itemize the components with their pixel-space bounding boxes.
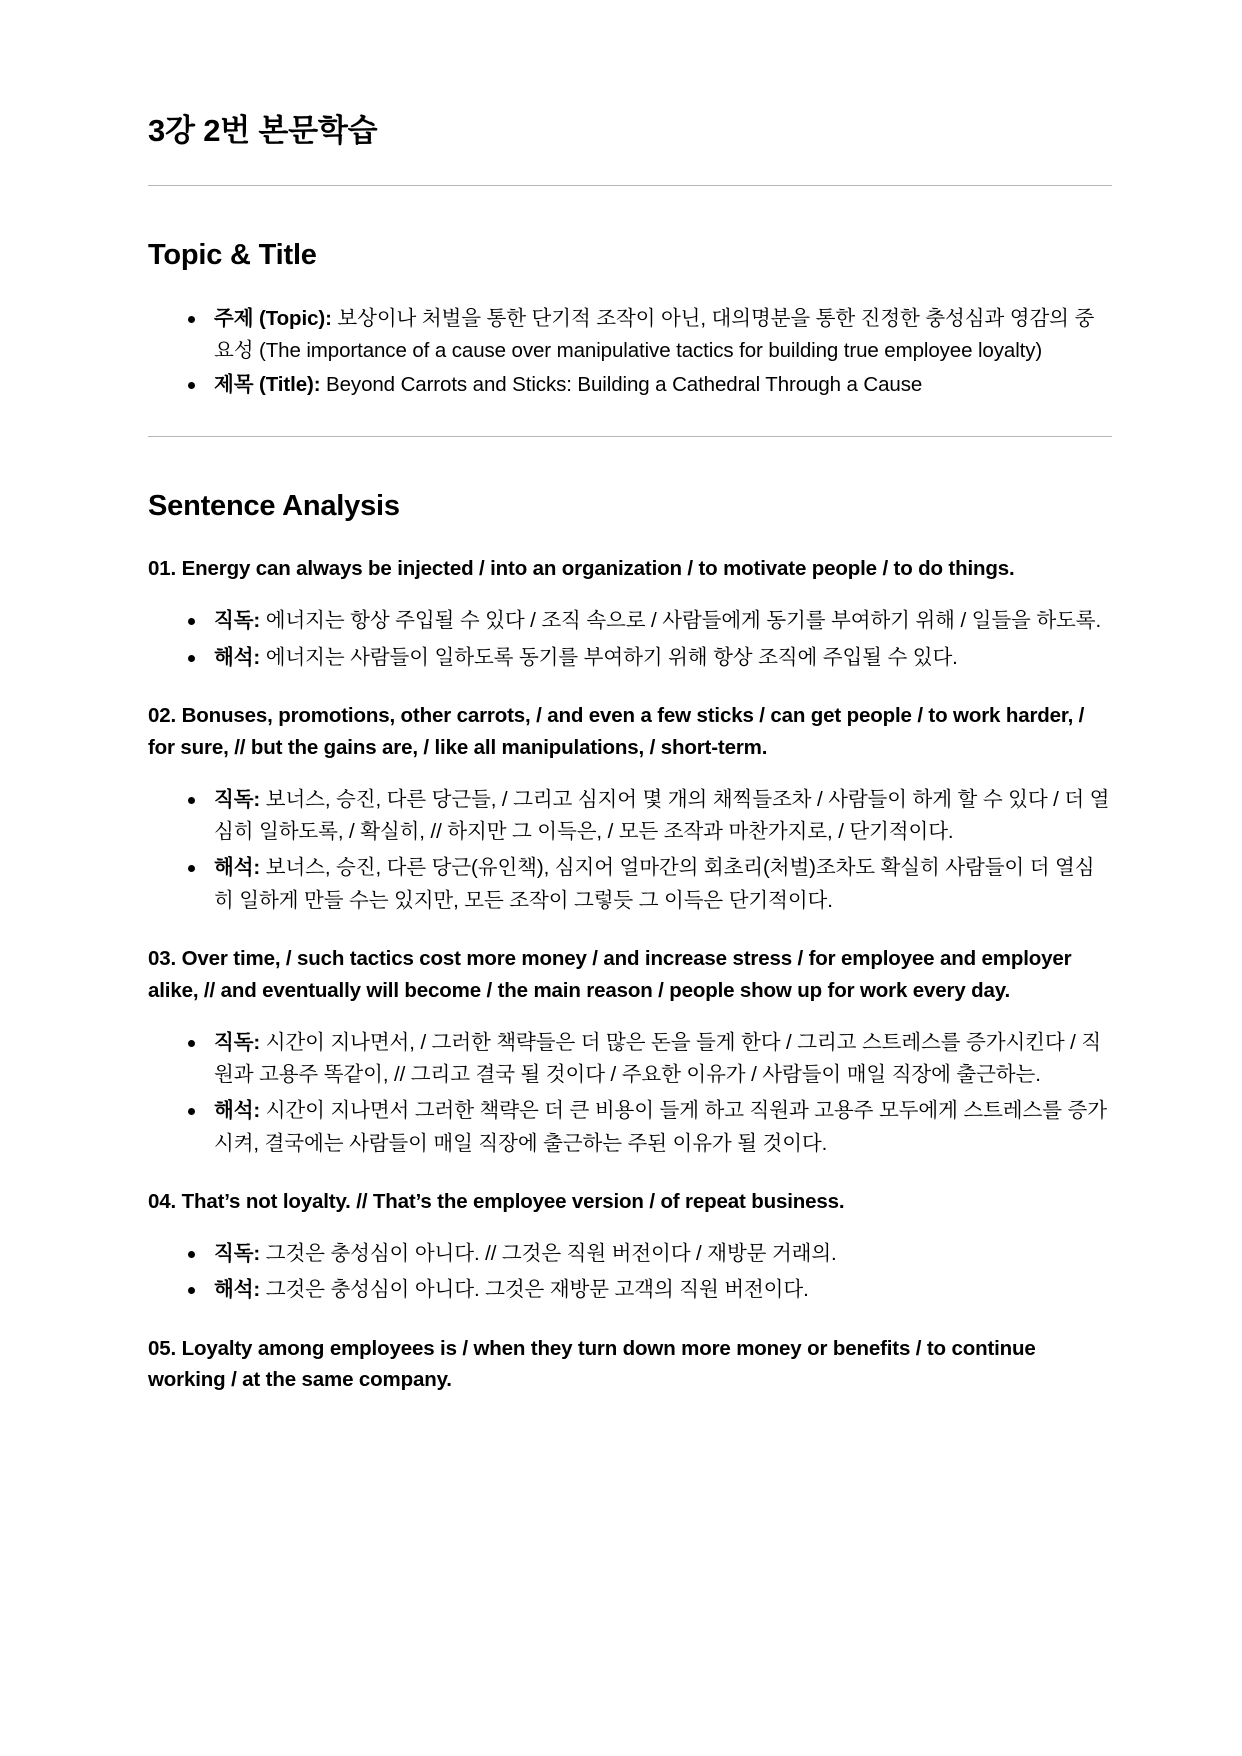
sentence-block-05 <box>148 1333 1112 1397</box>
interpretation-text: 보너스, 승진, 다른 당근(유인책), 심지어 얼마간의 회초리(처벌)조차도 확실히 사람들이 더 열심히 일하게 만들 수는 있지만, 모든 조작이 그렇듯 그 이득은 단기적이다. <box>214 856 1095 912</box>
list-item <box>148 784 1112 849</box>
title-text: Beyond Carrots and Sticks: Building a Cathedral Through a Cause <box>320 373 923 397</box>
interpretation-text: 시간이 지나면서 그러한 책략은 더 큰 비용이 들게 하고 직원과 고용주 모두에게 스트레스를 증가시켜, 결국에는 사람들이 매일 직장에 출근하는 주된 이유가 될 것이다. <box>214 1099 1107 1155</box>
topic-and-title-section <box>148 238 1112 402</box>
literal-reading-label: 직독: <box>214 787 261 811</box>
sentence-block-03 <box>148 943 1112 1160</box>
literal-reading-text: 에너지는 항상 주입될 수 있다 / 조직 속으로 / 사람들에게 동기를 부여하기 위해 / 일들을 하도록. <box>260 609 1102 633</box>
sentence-analysis-section <box>148 489 1112 1396</box>
sentence-block-01 <box>148 553 1112 674</box>
list-item <box>148 605 1112 637</box>
literal-reading-label: 직독: <box>214 1241 261 1265</box>
title-label: 제목 (Title): <box>214 373 321 397</box>
list-item <box>148 369 1112 401</box>
interpretation-text: 그것은 충성심이 아니다. 그것은 재방문 고객의 직원 버전이다. <box>260 1278 809 1302</box>
literal-reading-text: 그것은 충성심이 아니다. // 그것은 직원 버전이다 / 재방문 거래의. <box>260 1241 837 1265</box>
sentence-english-03: 03. Over time, / such tactics cost more money / and increase stress / for employee and employer alike, // and eventually will become / the main reason / people show up for work every day. <box>148 947 1072 1002</box>
literal-reading-text: 시간이 지나면서, / 그러한 책략들은 더 많은 돈을 들게 한다 / 그리고 스트레스를 증가시킨다 / 직원과 고용주 똑같이, // 그리고 결국 될 것이다 / 주요한 이유가 / 사람들이 매일 직장에 출근하는. <box>214 1030 1102 1086</box>
list-item <box>148 1027 1112 1092</box>
list-item <box>148 642 1112 674</box>
interpretation-label: 해석: <box>214 856 261 880</box>
topic-bullet-list <box>148 303 1112 402</box>
sentence-bullets-04 <box>148 1238 1112 1307</box>
interpretation-label: 해석: <box>214 1278 261 1302</box>
interpretation-text: 에너지는 사람들이 일하도록 동기를 부여하기 위해 항상 조직에 주입될 수 있다. <box>260 645 958 669</box>
list-item <box>148 1095 1112 1160</box>
topic-text: 보상이나 처벌을 통한 단기적 조작이 아닌, 대의명분을 통한 진정한 충성심과 영감의 중요성 (The importance of a cause over manipulative tactics for building true employee loyalty) <box>214 306 1095 362</box>
topic-section-heading: Topic & Title <box>148 238 317 271</box>
sentence-block-04 <box>148 1186 1112 1307</box>
list-item <box>148 852 1112 917</box>
sentence-english-02: 02. Bonuses, promotions, other carrots, / and even a few sticks / can get people / to work harder, / for sure, // but the gains are, / like all manipulations, / short-term. <box>148 703 1085 759</box>
literal-reading-label: 직독: <box>214 1030 261 1054</box>
sentence-english-05: 05. Loyalty among employees is / when they turn down more money or benefits / to continue working / at the same company. <box>148 1336 1036 1392</box>
page-title: 3강 2번 본문학습 <box>148 113 378 148</box>
analysis-section-heading: Sentence Analysis <box>148 489 400 522</box>
sentence-english-04: 04. That’s not loyalty. // That’s the employee version / of repeat business. <box>148 1190 845 1214</box>
sentence-bullets-02 <box>148 784 1112 918</box>
literal-reading-label: 직독: <box>214 609 261 633</box>
interpretation-label: 해석: <box>214 645 261 669</box>
sentence-english-01: 01. Energy can always be injected / into an organization / to motivate people / to do things. <box>148 557 1015 581</box>
interpretation-label: 해석: <box>214 1099 261 1123</box>
divider-top <box>148 185 1112 186</box>
sentence-bullets-03 <box>148 1027 1112 1161</box>
sentence-block-02 <box>148 700 1112 917</box>
literal-reading-text: 보너스, 승진, 다른 당근들, / 그리고 심지어 몇 개의 채찍들조차 / 사람들이 하게 할 수 있다 / 더 열심히 일하도록, / 확실히, // 하지만 그 이득은, / 모든 조작과 마찬가지로, / 단기적이다. <box>214 787 1110 843</box>
sentence-bullets-01 <box>148 605 1112 674</box>
topic-label: 주제 (Topic): <box>214 306 332 330</box>
list-item <box>148 1238 1112 1270</box>
list-item <box>148 303 1112 368</box>
list-item <box>148 1274 1112 1306</box>
divider-middle <box>148 436 1112 437</box>
